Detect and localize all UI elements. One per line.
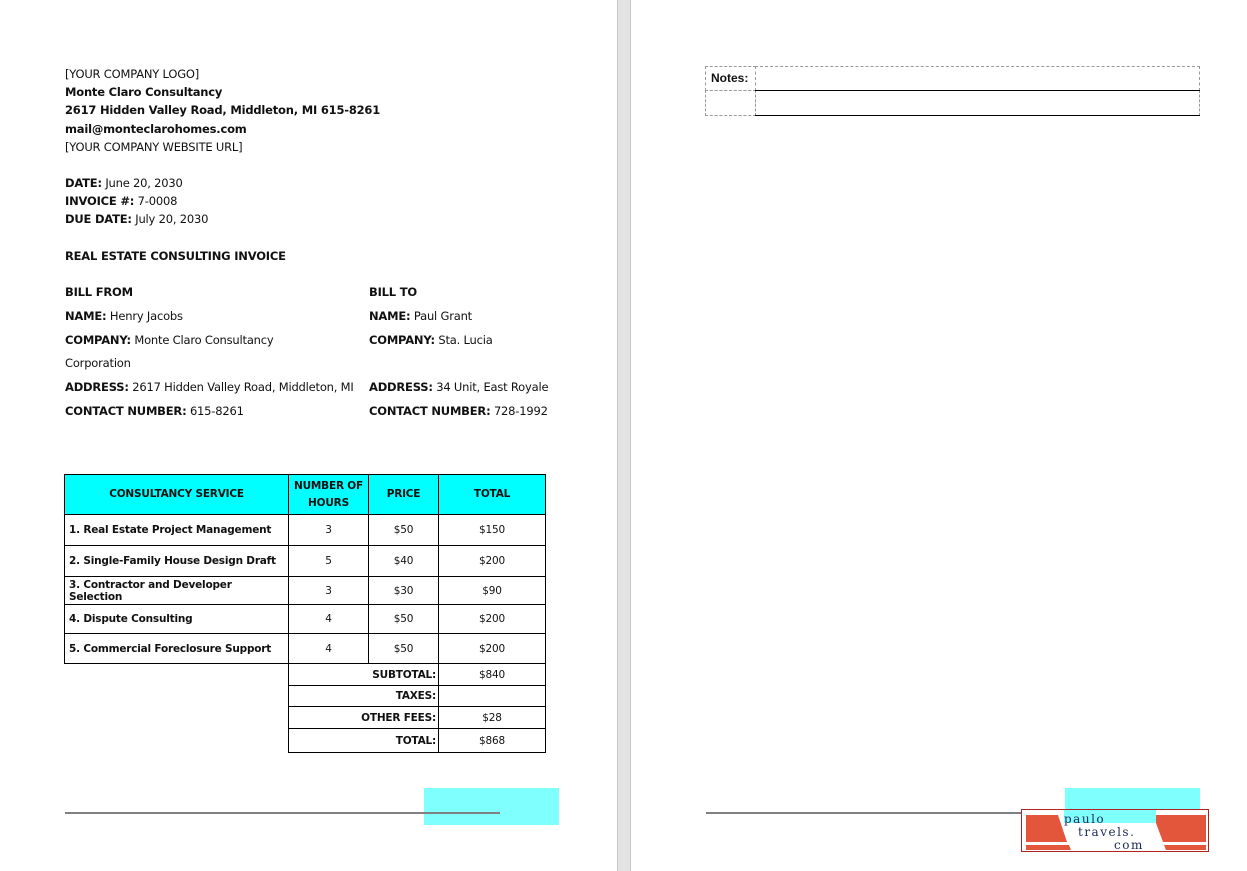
page-1: [0, 0, 617, 871]
hours-cell: 3: [289, 577, 369, 605]
subtotal-label: SUBTOTAL:: [289, 664, 439, 686]
bill-to-address: [369, 379, 548, 395]
price-cell: $50: [369, 605, 439, 634]
contact-label: CONTACT NUMBER:: [65, 404, 187, 418]
name-value: Paul Grant: [413, 309, 472, 323]
website-placeholder: [YOUR COMPANY WEBSITE URL]: [65, 140, 243, 154]
total-value: $868: [439, 729, 546, 753]
total-cell: $90: [439, 577, 546, 605]
summary-row-taxes: [65, 686, 546, 707]
blank-cell: [65, 686, 289, 707]
bill-to-company: [369, 332, 493, 348]
total-cell: $200: [439, 634, 546, 664]
company-email: mail@monteclarohomes.com: [65, 122, 247, 136]
notes-field-2[interactable]: [755, 90, 1200, 116]
services-table: [64, 474, 546, 753]
table-row: [65, 634, 546, 664]
contact-label: CONTACT NUMBER:: [369, 404, 491, 418]
company-address: 2617 Hidden Valley Road, Middleton, MI 615-8261: [65, 103, 381, 117]
header-price: PRICE: [369, 475, 439, 515]
service-cell: 5. Commercial Foreclosure Support: [65, 634, 289, 664]
hours-cell: 3: [289, 515, 369, 546]
company-label: COMPANY:: [65, 333, 131, 347]
price-cell: $30: [369, 577, 439, 605]
header-total: TOTAL: [439, 475, 546, 515]
price-cell: $50: [369, 634, 439, 664]
invoice-value: 7-0008: [137, 194, 178, 208]
table-row: [65, 546, 546, 577]
due-label: DUE DATE:: [65, 212, 132, 226]
header-service: CONSULTANCY SERVICE: [65, 475, 289, 515]
notes-blank-cell: [705, 90, 756, 116]
summary-row-subtotal: [65, 664, 546, 686]
table-row: [65, 577, 546, 605]
contact-value: 728-1992: [493, 404, 548, 418]
header-hours-line2: HOURS: [308, 496, 349, 509]
address-value: 34 Unit, East Royale: [436, 380, 549, 394]
logo-text-line2: travels.: [1078, 825, 1136, 839]
notes-label: Notes:: [705, 66, 756, 91]
price-cell: $50: [369, 515, 439, 546]
service-cell: 1. Real Estate Project Management: [65, 515, 289, 546]
bill-to-heading: BILL TO: [369, 285, 417, 299]
header-hours-line1: NUMBER OF: [294, 479, 363, 492]
logo-text-line1: paulo: [1064, 812, 1106, 826]
table-header-row: [65, 475, 546, 515]
signature-line: [65, 812, 500, 814]
subtotal-value: $840: [439, 664, 546, 686]
taxes-value: [439, 686, 546, 707]
company-label: COMPANY:: [369, 333, 435, 347]
hours-cell: 4: [289, 634, 369, 664]
bill-from-contact: [65, 403, 244, 419]
bill-from-address: [65, 379, 354, 395]
taxes-label: TAXES:: [289, 686, 439, 707]
bill-from-name: [65, 308, 183, 324]
invoice-date: [65, 174, 183, 192]
name-label: NAME:: [65, 309, 107, 323]
address-label: ADDRESS:: [65, 380, 129, 394]
total-label: TOTAL:: [289, 729, 439, 753]
blank-cell: [65, 729, 289, 753]
price-cell: $40: [369, 546, 439, 577]
table-row: [65, 515, 546, 546]
bill-from-company-cont: Corporation: [65, 356, 131, 370]
bill-to-name: [369, 308, 472, 324]
header-hours: [289, 475, 369, 515]
logo-text-line3: com: [1114, 838, 1144, 852]
table-row: [65, 605, 546, 634]
company-value: Monte Claro Consultancy: [134, 333, 274, 347]
total-cell: $150: [439, 515, 546, 546]
due-value: July 20, 2030: [135, 212, 209, 226]
date-label: DATE:: [65, 176, 102, 190]
hours-cell: 5: [289, 546, 369, 577]
blank-cell: [65, 664, 289, 686]
total-cell: $200: [439, 605, 546, 634]
invoice-title: REAL ESTATE CONSULTING INVOICE: [65, 249, 286, 263]
summary-row-other-fees: [65, 707, 546, 729]
page-gutter: [617, 0, 631, 871]
watermark-logo: [1021, 809, 1209, 852]
name-value: Henry Jacobs: [109, 309, 183, 323]
page-2: [631, 0, 1247, 871]
address-value: 2617 Hidden Valley Road, Middleton, MI: [132, 380, 354, 394]
notes-field[interactable]: [755, 66, 1200, 91]
other-fees-label: OTHER FEES:: [289, 707, 439, 729]
notes-table: [705, 66, 1200, 116]
hours-cell: 4: [289, 605, 369, 634]
contact-value: 615-8261: [189, 404, 244, 418]
signature-box[interactable]: [424, 788, 559, 825]
notes-underline: [755, 90, 1200, 91]
invoice-label: INVOICE #:: [65, 194, 135, 208]
service-cell: 3. Contractor and Developer Selection: [65, 577, 289, 605]
name-label: NAME:: [369, 309, 411, 323]
service-cell: 4. Dispute Consulting: [65, 605, 289, 634]
bill-from-company: [65, 332, 274, 348]
summary-row-total: [65, 729, 546, 753]
due-date: [65, 210, 208, 228]
signature-line-2: [706, 812, 1036, 814]
invoice-number: [65, 192, 177, 210]
notes-underline: [755, 115, 1200, 116]
company-value: Sta. Lucia: [438, 333, 493, 347]
blank-cell: [65, 707, 289, 729]
logo-placeholder: [YOUR COMPANY LOGO]: [65, 67, 200, 81]
bill-to-contact: [369, 403, 548, 419]
company-name: Monte Claro Consultancy: [65, 85, 223, 99]
total-cell: $200: [439, 546, 546, 577]
address-label: ADDRESS:: [369, 380, 433, 394]
other-fees-value: $28: [439, 707, 546, 729]
bill-from-heading: BILL FROM: [65, 285, 133, 299]
service-cell: 2. Single-Family House Design Draft: [65, 546, 289, 577]
date-value: June 20, 2030: [105, 176, 183, 190]
